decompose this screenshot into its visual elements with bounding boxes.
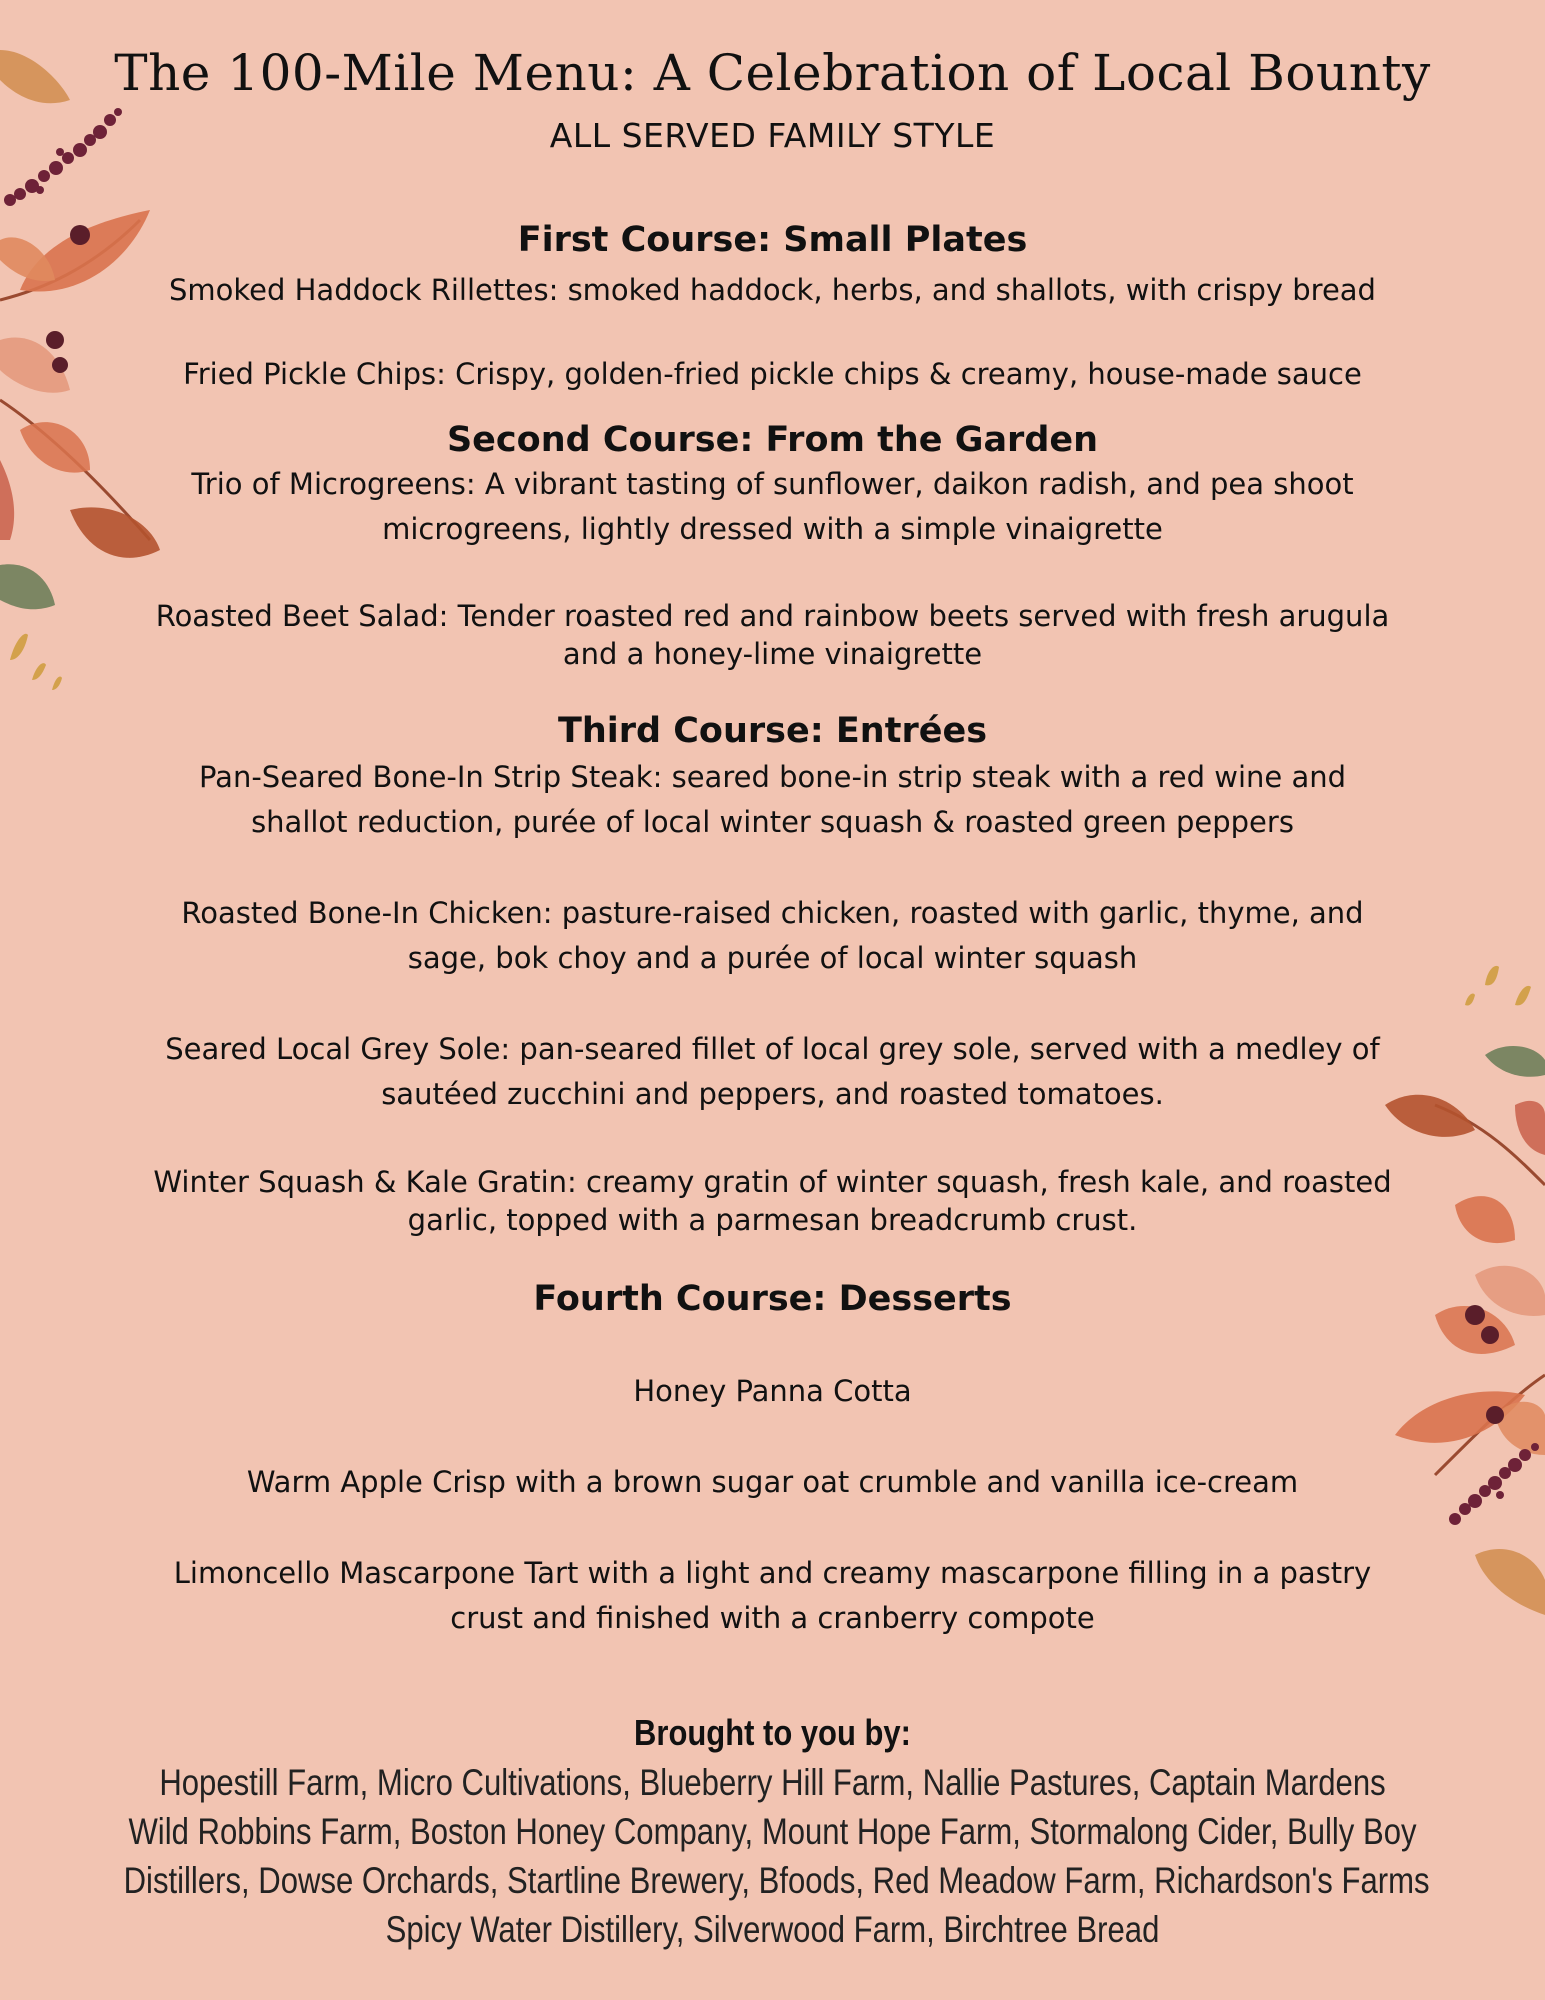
course-heading-second: Second Course: From the Garden (446, 420, 1099, 460)
sponsors-line: Wild Robbins Farm, Boston Honey Company, Mount Hope Farm, Stormalong Cider, Bully Boy (128, 1811, 1417, 1852)
menu-item-roasted-beet-salad: Roasted Beet Salad: Tender roasted red and rainbow beets served with fresh arugula and a honey-lime vinaigrette (155, 599, 1390, 671)
sponsors-line: Distillers, Dowse Orchards, Startline Brewery, Bfoods, Red Meadow Farm, Richardson's Farms (123, 1860, 1430, 1901)
menu-item-roasted-bone-in-chicken: Roasted Bone-In Chicken: pasture-raised chicken, roasted with garlic, thyme, and sage, bok choy and a purée of local winter squash (181, 896, 1364, 975)
menu-item-fried-pickle-chips: Fried Pickle Chips: Crispy, golden-fried pickle chips & creamy, house-made sauce (183, 357, 1362, 391)
menu-subtitle: ALL SERVED FAMILY STYLE (549, 116, 996, 155)
menu-item-winter-squash-kale-gratin: Winter Squash & Kale Gratin: creamy gratin of winter squash, fresh kale, and roasted garlic, topped with a parmesan breadcrumb crust. (153, 1165, 1392, 1237)
course-heading-fourth: Fourth Course: Desserts (533, 1279, 1012, 1319)
menu-item-pan-seared-strip-steak: Pan-Seared Bone-In Strip Steak: seared bone-in strip steak with a red wine and shallot reduction, purée of local winter squash & roasted green peppers (198, 760, 1347, 839)
menu-item-warm-apple-crisp: Warm Apple Crisp with a brown sugar oat crumble and vanilla ice-cream (246, 1465, 1299, 1499)
menu-item-honey-panna-cotta: Honey Panna Cotta (633, 1374, 912, 1408)
menu-item-limoncello-mascarpone-tart: Limoncello Mascarpone Tart with a light and creamy mascarpone filling in a pastry crust and finished with a cranberry compote (173, 1556, 1372, 1635)
sponsors-line: Spicy Water Distillery, Silverwood Farm, Birchtree Bread (385, 1909, 1160, 1950)
course-heading-first: First Course: Small Plates (517, 220, 1028, 260)
sponsors-line: Hopestill Farm, Micro Cultivations, Blueberry Hill Farm, Nallie Pastures, Captain Mardens (159, 1762, 1386, 1803)
course-heading-third: Third Course: Entrées (557, 711, 988, 751)
menu-item-trio-of-microgreens: Trio of Microgreens: A vibrant tasting of sunflower, daikon radish, and pea shoot microgreens, lightly dressed with a simple vinaigrette (191, 467, 1354, 546)
menu-item-smoked-haddock-rillettes: Smoked Haddock Rillettes: smoked haddock, herbs, and shallots, with crispy bread (169, 273, 1376, 307)
menu-item-seared-local-grey-sole: Seared Local Grey Sole: pan-seared fillet of local grey sole, served with a medley of sautéed zucchini and peppers, and roasted tomatoes. (165, 1032, 1380, 1111)
menu-title: The 100-Mile Menu: A Celebration of Local Bounty (114, 44, 1431, 102)
sponsors-heading: Brought to you by: (634, 1712, 911, 1753)
